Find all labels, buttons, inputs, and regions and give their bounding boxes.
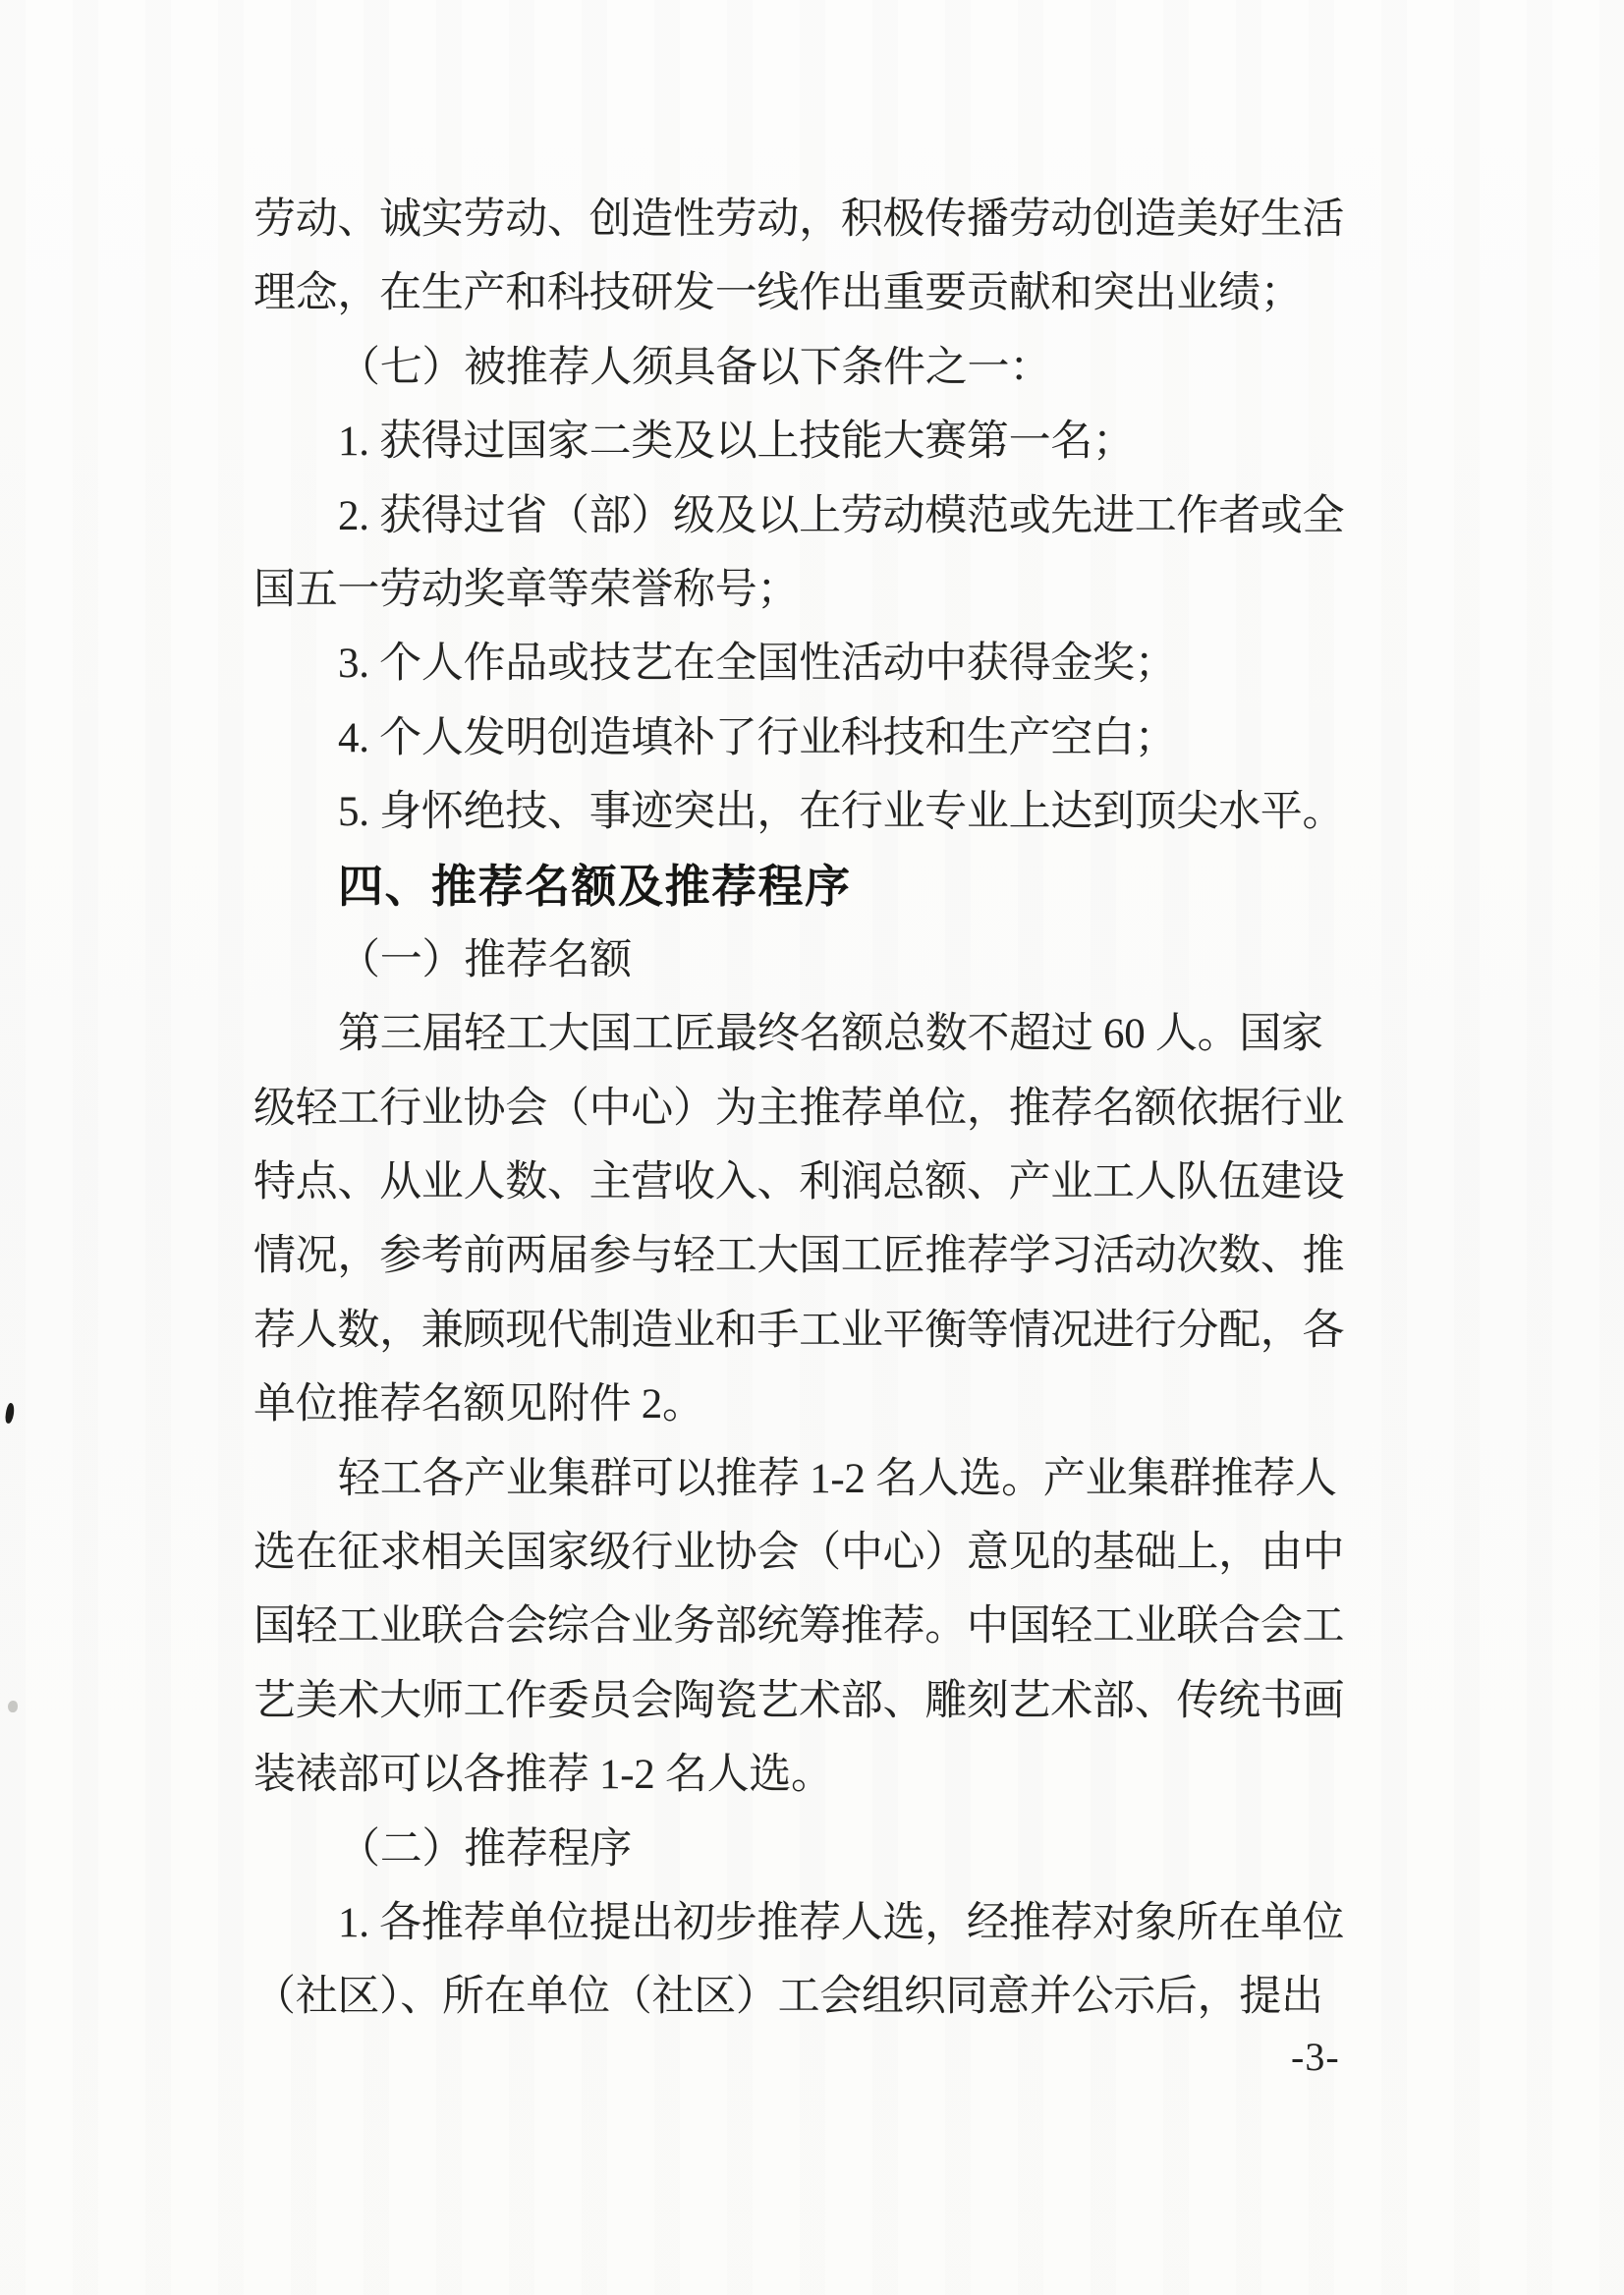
document-body <box>253 183 1393 2035</box>
text-line-11: （一）推荐名额 <box>338 936 632 983</box>
text-line-23: （二）推荐程序 <box>338 1825 632 1873</box>
text-line-24: 1. 各推荐单位提出初步推荐人选，经推荐对象所在单位 <box>338 1899 1345 1946</box>
scan-speck-top <box>4 1402 16 1424</box>
text-line-16: 荐人数，兼顾现代制造业和手工业平衡等情况进行分配，各 <box>253 1307 1345 1354</box>
text-line-10: 四、推荐名额及推荐程序 <box>338 860 852 912</box>
text-line-3: （七）被推荐人须具备以下条件之一： <box>338 344 1051 391</box>
text-line-4: 1. 获得过国家二类及以上技能大赛第一名； <box>338 419 1135 466</box>
text-line-9: 5. 身怀绝技、事迹突出，在行业专业上达到顶尖水平。 <box>338 789 1345 836</box>
text-line-18: 轻工各产业集群可以推荐 1-2 名人选。产业集群推荐人 <box>338 1455 1337 1502</box>
text-line-2: 理念，在生产和科技研发一线作出重要贡献和突出业绩； <box>253 270 1303 317</box>
text-line-17: 单位推荐名额见附件 2。 <box>253 1381 704 1428</box>
text-line-13: 级轻工行业协会（中心）为主推荐单位，推荐名额依据行业 <box>253 1085 1345 1132</box>
text-line-22: 装裱部可以各推荐 1-2 名人选。 <box>253 1752 833 1799</box>
text-line-5: 2. 获得过省（部）级及以上劳动模范或先进工作者或全 <box>338 492 1345 539</box>
page-number: -3- <box>1291 2035 1340 2079</box>
text-line-21: 艺美术大师工作委员会陶瓷艺术部、雕刻艺术部、传统书画 <box>253 1677 1345 1724</box>
text-line-7: 3. 个人作品或技艺在全国性活动中获得金奖； <box>338 641 1177 688</box>
text-line-25: （社区）、所在单位（社区）工会组织同意并公示后，提出 <box>253 1974 1323 2021</box>
text-line-20: 国轻工业联合会综合业务部统筹推荐。中国轻工业联合会工 <box>253 1603 1345 1651</box>
text-line-12: 第三届轻工大国工匠最终名额总数不超过 60 人。国家 <box>338 1011 1323 1058</box>
text-line-19: 选在征求相关国家级行业协会（中心）意见的基础上，由中 <box>253 1530 1345 1577</box>
text-line-8: 4. 个人发明创造填补了行业科技和生产空白； <box>338 714 1177 761</box>
text-line-6: 国五一劳动奖章等荣誉称号； <box>253 566 800 613</box>
text-line-1: 劳动、诚实劳动、创造性劳动，积极传播劳动创造美好生活 <box>253 196 1345 243</box>
text-line-15: 情况，参考前两届参与轻工大国工匠推荐学习活动次数、推 <box>253 1233 1345 1280</box>
text-line-14: 特点、从业人数、主营收入、利润总额、产业工人队伍建设 <box>253 1159 1345 1206</box>
scan-speck-bottom <box>8 1701 18 1712</box>
